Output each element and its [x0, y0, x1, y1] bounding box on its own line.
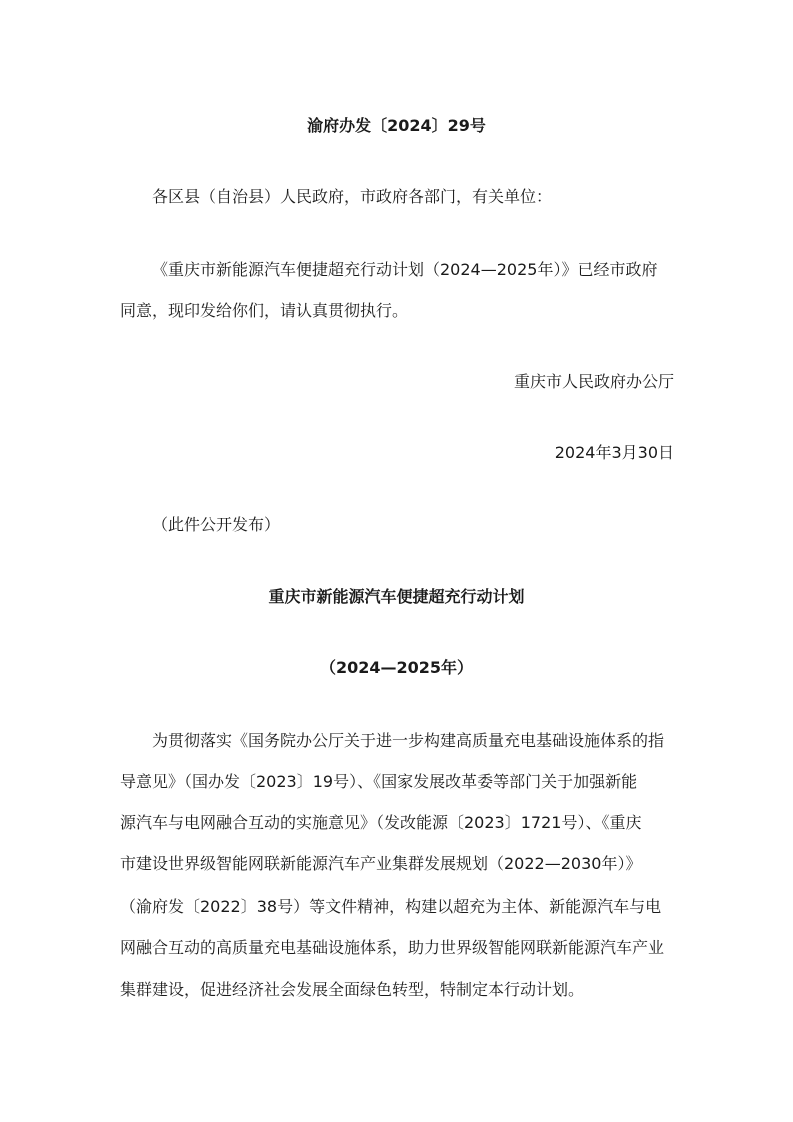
issuer-signature: 重庆市人民政府办公厅 — [513, 372, 674, 391]
intro-line-4: 市建设世界级智能网联新能源汽车产业集群发展规划（2022—2030年）》 — [120, 854, 642, 873]
intro-line-5: （渝府发〔2022〕38号）等文件精神，构建以超充为主体、新能源汽车与电 — [120, 897, 662, 916]
publish-note: （此件公开发布） — [152, 515, 281, 534]
salutation: 各区县（自治县）人民政府，市政府各部门，有关单位： — [152, 187, 553, 206]
notice-line-2: 同意，现印发给你们，请认真贯彻执行。 — [120, 301, 409, 320]
plan-title: 重庆市新能源汽车便捷超充行动计划 — [268, 587, 525, 606]
document-number: 渝府办发〔2024〕29号 — [307, 116, 486, 135]
intro-line-3: 源汽车与电网融合互动的实施意见》（发改能源〔2023〕1721号）、《重庆 — [120, 813, 642, 832]
intro-line-7: 集群建设，促进经济社会发展全面绿色转型，特制定本行动计划。 — [120, 980, 585, 999]
intro-line-1: 为贯彻落实《国务院办公厅关于进一步构建高质量充电基础设施体系的指 — [152, 731, 665, 750]
intro-line-2: 导意见》（国办发〔2023〕19号）、《国家发展改革委等部门关于加强新能 — [120, 772, 638, 791]
notice-line-1: 《重庆市新能源汽车便捷超充行动计划（2024—2025年）》已经市政府 — [152, 260, 658, 279]
plan-subtitle: （2024—2025年） — [319, 658, 474, 677]
intro-line-6: 网融合互动的高质量充电基础设施体系，助力世界级智能网联新能源汽车产业 — [120, 938, 665, 957]
issue-date: 2024年3月30日 — [554, 443, 674, 462]
